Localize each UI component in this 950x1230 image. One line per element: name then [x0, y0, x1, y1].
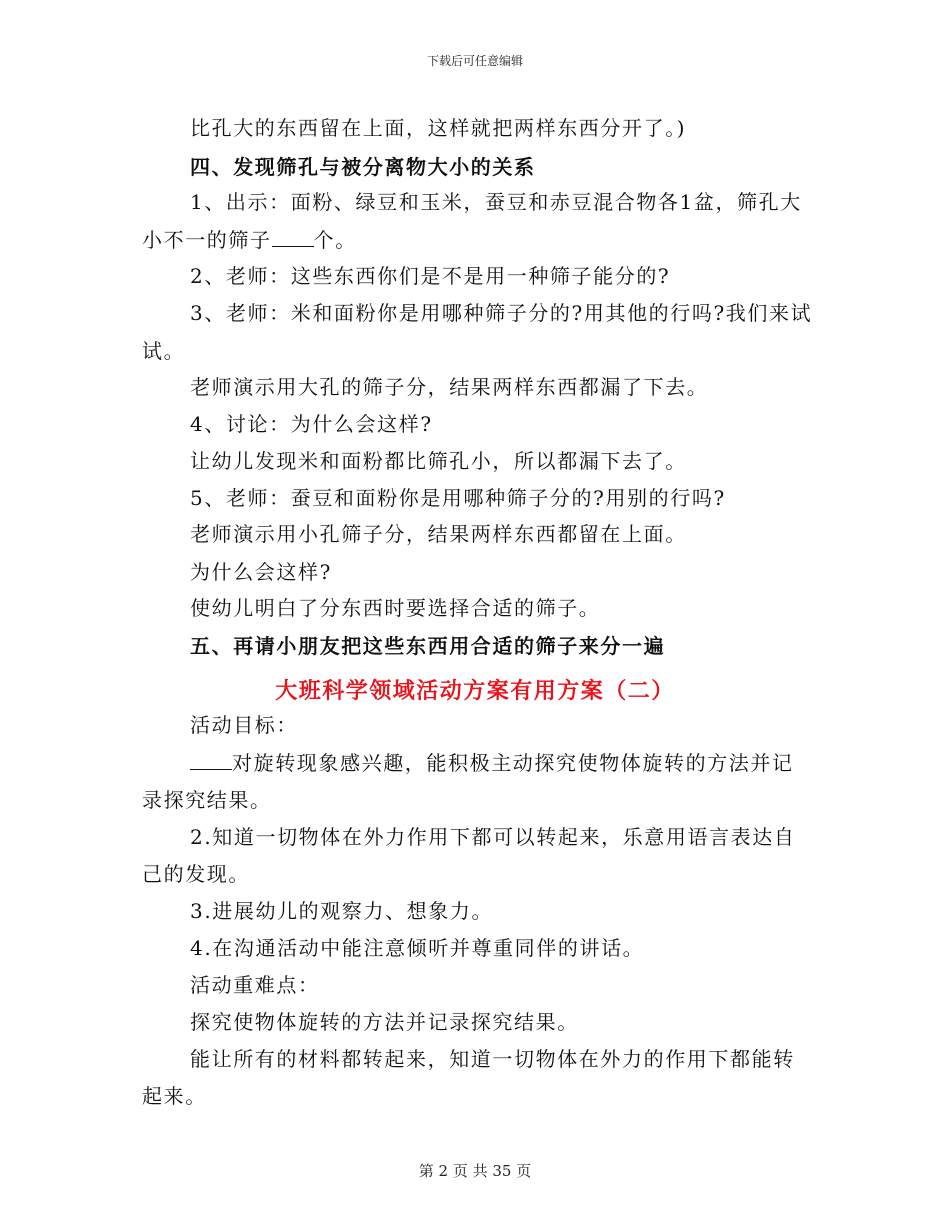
paragraph-line: 让幼儿发现米和面粉都比筛孔小，所以都漏下去了。: [190, 449, 687, 473]
page-header: 下载后可任意编辑: [426, 54, 523, 68]
paragraph-line: 己的发现。: [142, 862, 250, 886]
paragraph-line: 2.知道一切物体在外力作用下都可以转起来，乐意用语言表达自: [190, 825, 796, 849]
section-heading-5: 五、再请小朋友把这些东西用合适的筛子来分一遍: [190, 634, 666, 658]
paragraph-line: 老师演示用大孔的筛子分，结果两样东西都漏了下去。: [190, 375, 709, 399]
paragraph-line: 1、出示：面粉、绿豆和玉米，蚕豆和赤豆混合物各1盆，筛孔大: [190, 190, 802, 214]
text-segment: 个。: [313, 228, 357, 252]
paragraph-line: [142, 228, 357, 252]
paragraph-line: 活动目标：: [190, 713, 298, 737]
paragraph-line: 4.在沟通活动中能注意倾听并尊重同伴的讲话。: [190, 936, 645, 960]
page-footer: 第 2 页 共 35 页: [418, 1162, 532, 1180]
paragraph-line: 4、讨论：为什么会这样?: [190, 412, 433, 436]
paragraph-line: 能让所有的材料都转起来，知道一切物体在外力的作用下都能转: [190, 1047, 795, 1071]
paragraph-line: [190, 751, 794, 775]
fill-blank: [190, 751, 232, 770]
text-segment: 小不一的筛子: [142, 228, 272, 252]
paragraph-line: 活动重难点：: [190, 973, 320, 997]
paragraph-line: 比孔大的东西留在上面，这样就把两样东西分开了。): [190, 116, 687, 140]
paragraph-line: 探究使物体旋转的方法并记录探究结果。: [190, 1010, 579, 1034]
paragraph-line: 老师演示用小孔筛子分，结果两样东西都留在上面。: [190, 522, 687, 546]
paragraph-line: 录探究结果。: [142, 788, 272, 812]
paragraph-line: 3、老师：米和面粉你是用哪种筛子分的?用其他的行吗?我们来试: [190, 301, 813, 325]
paragraph-line: 使幼儿明白了分东西时要选择合适的筛子。: [190, 596, 601, 620]
paragraph-line: 为什么会这样?: [190, 560, 332, 584]
section-heading-4: 四、发现筛孔与被分离物大小的关系: [190, 155, 536, 179]
text-segment: 对旋转现象感兴趣，能积极主动探究使物体旋转的方法并记: [232, 751, 794, 775]
fill-blank: [272, 228, 314, 247]
paragraph-line: 5、老师：蚕豆和面粉你是用哪种筛子分的?用别的行吗?: [190, 486, 726, 510]
paragraph-line: 2、老师：这些东西你们是不是用一种筛子能分的?: [190, 264, 671, 288]
paragraph-line: 试。: [142, 339, 186, 363]
section-title: 大班科学领域活动方案有用方案（二）: [275, 678, 675, 704]
paragraph-line: 起来。: [142, 1084, 207, 1108]
paragraph-line: 3.进展幼儿的观察力、想象力。: [190, 899, 494, 923]
